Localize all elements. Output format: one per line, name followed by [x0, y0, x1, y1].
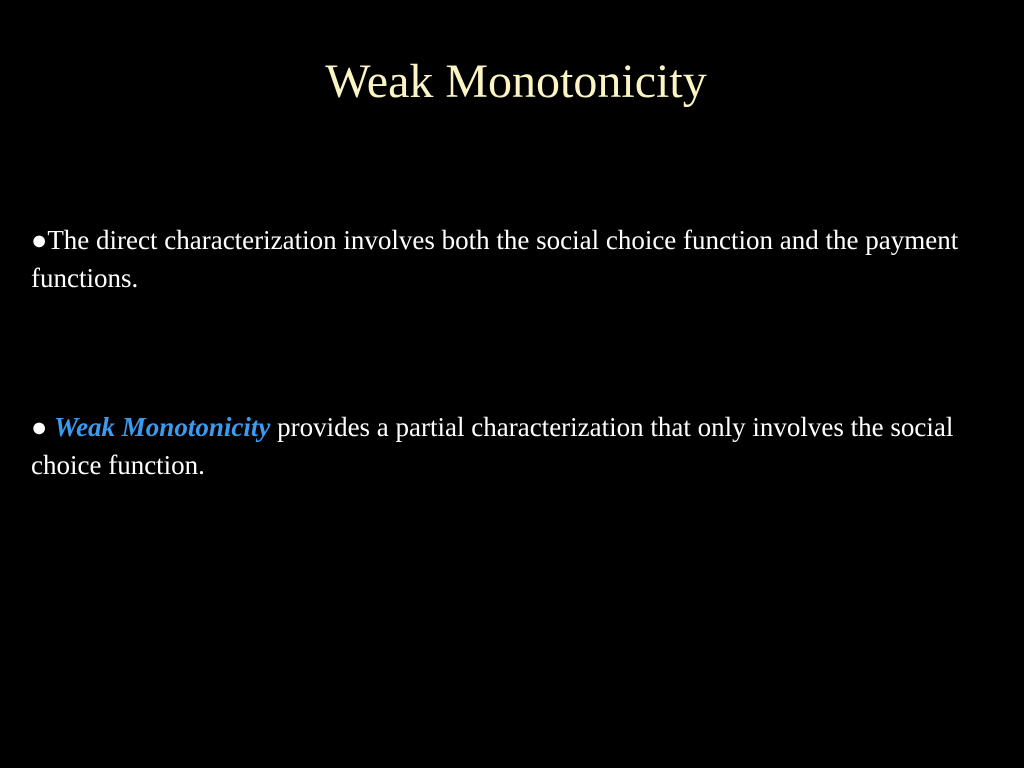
bullet-item — [31, 221, 1001, 297]
bullet-marker: ● — [31, 225, 48, 255]
emphasized-term: Weak Monotonicity — [54, 412, 271, 442]
bullet-text: The direct characterization involves both the social choice function and the payment functions. — [31, 225, 959, 293]
bullet-item — [31, 408, 1001, 484]
bullet-marker: ● — [31, 412, 55, 442]
bullet-text: provides a partial characterization that only involves the social choice function. — [31, 412, 954, 480]
slide-title: Weak Monotonicity — [325, 55, 707, 108]
